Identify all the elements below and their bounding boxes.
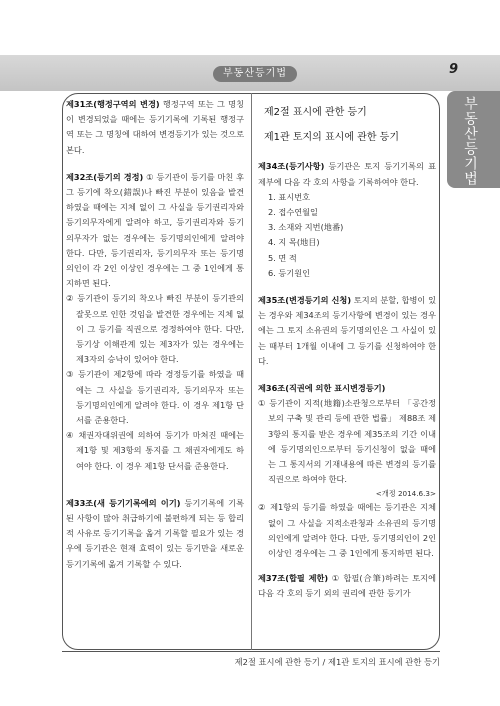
article-33-text: 등기기록에 기록된 사항이 많아 취급하기에 불편하게 되는 등 합리적 사유로 등기기록을 옮겨 기록할 필요가 있는 경우에 등기관은 현재 효력이 있는 등기만을 새로운 등기기록에 옮겨 기록할 수 있다. <box>66 497 244 569</box>
article-36-para-2: ② 제1항의 등기를 하였을 때에는 등기관은 지체 없이 그 사실을 지적소관청과 소유권의 등기명의인에게 알려야 한다. 다만, 등기명의인이 2인 이상인 경우에는 그 중 1인에게 통지하면 된다. <box>258 502 436 559</box>
amendment-note: <개정 2014.6.3> <box>375 489 436 499</box>
right-column <box>258 97 436 602</box>
list-item: 1. 표시번호 <box>268 191 311 202</box>
left-column <box>66 97 244 572</box>
article-35-title: 제35조(변경등기의 신청) <box>258 295 352 306</box>
article-35 <box>258 293 436 369</box>
article-31-text: 행정구역 또는 그 명칭이 변경되었을 때에는 등기기록에 기록된 행정구역 또는 그 명칭에 대하여 변경등기가 있는 것으로 본다. <box>66 99 244 155</box>
article-34-title: 제34조(등기사항) <box>258 161 325 172</box>
article-32-para-1: ① 등기관이 등기를 마친 후 그 등기에 착오(錯誤)나 빠진 부분이 있음을 발견하였을 때에는 지체 없이 그 사실을 등기권리자와 등기의무자에게 알려야 하고, 등기권리자와 등기의무자가 없는 경우에는 등기명의인에게 알려야 한다. 다만, 등기권리자, 등기의무자 또는 등기명의인이 각 2인 이상인 경우에는 그 중 1인에게 통지하면 된다. <box>66 171 245 289</box>
side-tab-label: 부동산등기법 <box>462 96 478 186</box>
article-34-text: 등기관은 토지 등기기록의 표제부에 다음 각 호의 사항을 기록하여야 한다. <box>258 161 436 187</box>
article-37-text: ① 합필(合筆)하려는 토지에 다음 각 호의 등기 외의 권리에 관한 등기가 <box>258 573 436 599</box>
list-item: 2. 접수연월일 <box>268 207 318 218</box>
article-36-title: 제36조(직권에 의한 표시변경등기) <box>258 383 386 394</box>
article-31 <box>66 97 244 158</box>
article-37 <box>258 571 436 601</box>
article-33 <box>66 496 244 572</box>
article-32-para-4: ④ 채권자대위권에 의하여 등기가 마쳐진 때에는 제1항 및 제3항의 통지를 그 채권자에게도 하여야 한다. 이 경우 제1항 단서를 준용한다. <box>66 430 244 471</box>
section-title: 제1관 토지의 표시에 관한 등기 <box>264 132 399 144</box>
article-32-para-2: ② 등기관이 등기의 착오나 빠진 부분이 등기관의 잘못으로 인한 것임을 발견한 경우에는 지체 없이 그 등기를 직권으로 경정하여야 한다. 다만, 등기상 이해관계 있는 제3자가 있는 경우에는 제3자의 승낙이 있어야 한다. <box>66 293 244 365</box>
page-number: 9 <box>448 62 458 77</box>
article-33-title: 제33조(새 등기기록에의 이기) <box>66 497 181 508</box>
chapter-title: 제2절 표시에 관한 등기 <box>264 107 367 118</box>
running-footer: 제2절 표시에 관한 등기 / 제1관 토지의 표시에 관한 등기 <box>234 657 440 667</box>
article-36-para-1: ① 등기관이 지적(地籍)소관청으로부터 「공간정보의 구축 및 관리 등에 관한 법률」 제88조 제3항의 통지를 받은 경우에 제35조의 기간 이내에 등기명의인으로부터 등기신청이 없을 때에는 그 통지서의 기재내용에 따른 변경의 등기를 직권으로 하여야 한다. <box>258 398 436 485</box>
article-32 <box>66 170 244 292</box>
article-32-para-3: ③ 등기관이 제2항에 따라 경정등기를 하였을 때에는 그 사실을 등기권리자, 등기의무자 또는 등기명의인에게 알려야 한다. 이 경우 제1항 단서를 준용한다. <box>66 369 244 426</box>
article-37-title: 제37조(합필 제한) <box>258 573 329 584</box>
article-35-text: 토지의 분할, 합병이 있는 경우와 제34조의 등기사항에 변경이 있는 경우에는 그 토지 소유권의 등기명의인은 그 사실이 있는 때부터 1개월 이내에 그 등기를 신청하여야 한다. <box>258 295 436 366</box>
list-item: 3. 소재와 지번(地番) <box>268 222 344 233</box>
book-title-pill: 부동산등기법 <box>213 66 297 82</box>
list-item: 4. 지 목(地目) <box>268 237 320 248</box>
article-34 <box>258 159 436 189</box>
article-32-title: 제32조(등기의 경정) <box>66 171 144 182</box>
article-31-title: 제31조(행정구역의 변경) <box>66 99 160 109</box>
list-item: 5. 면 적 <box>268 252 297 263</box>
list-item: 6. 등기원인 <box>268 267 311 278</box>
column-divider <box>251 93 252 650</box>
